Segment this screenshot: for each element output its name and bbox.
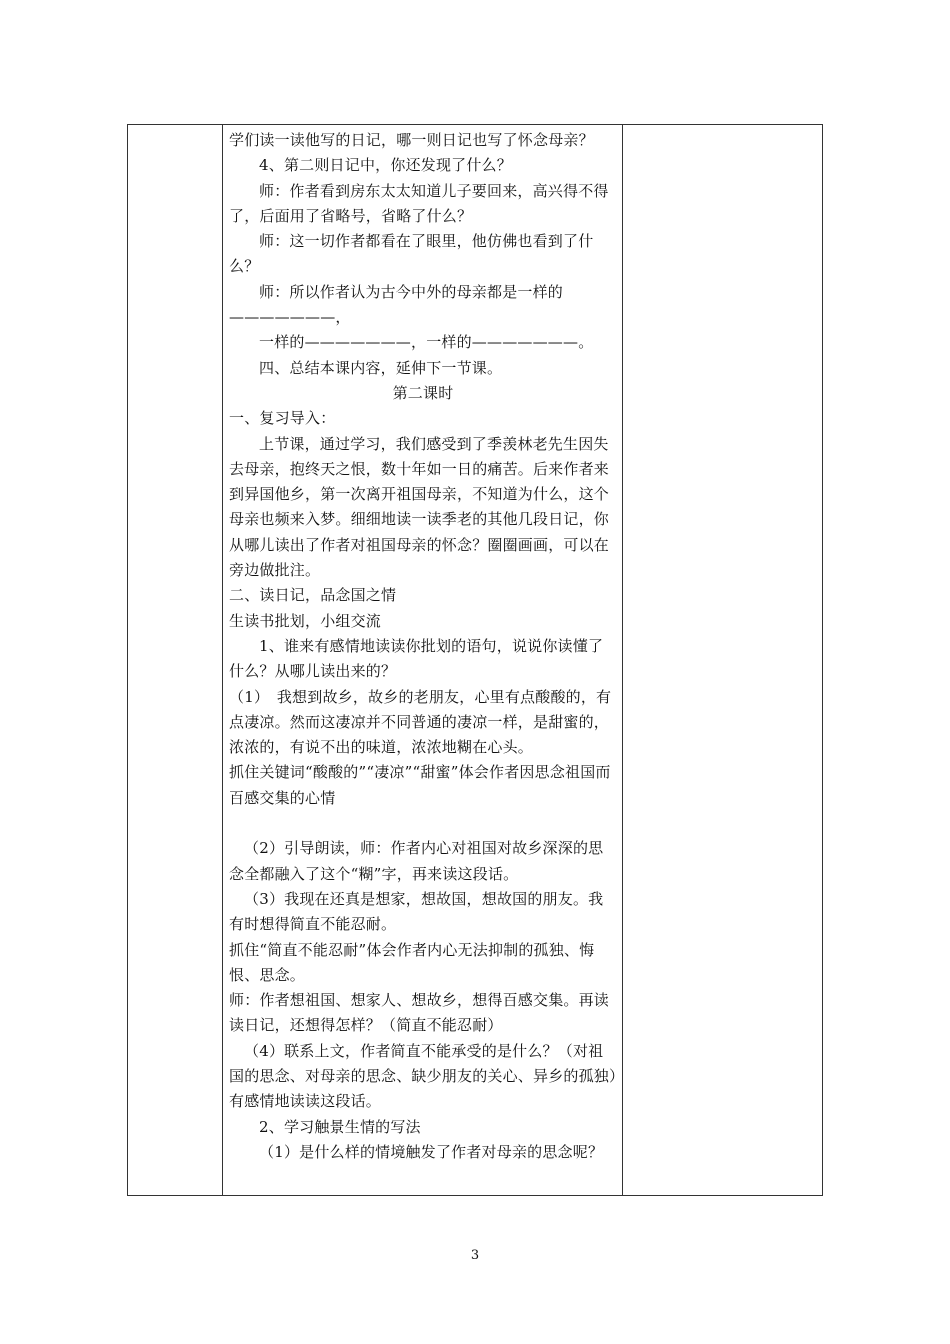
paragraph: （1） 我想到故乡，故乡的老朋友，心里有点酸酸的，有点凄凉。然而这凄凉并不同普通的凄凉一样，是甜蜜的，浓浓的，有说不出的味道，浓浓地糊在心头。: [229, 687, 612, 757]
column-divider-right: [622, 125, 623, 1195]
paragraph: 4、第二则日记中，你还发现了什么？: [259, 156, 512, 175]
lesson-content-cell: [229, 128, 617, 1165]
paragraph: （4）联系上文，作者简直不能承受的是什么？（对祖国的思念、对母亲的思念、缺少朋友的关心、异乡的孤独）有感情地读读这段话。: [229, 1041, 617, 1111]
paragraph: 师：作者看到房东太太知道儿子要回来，高兴得不得了，后面用了省略号，省略了什么？: [229, 181, 609, 225]
paragraph: 抓住关键词“酸酸的”“凄凉”“甜蜜”体会作者因思念祖国而百感交集的心情: [229, 763, 611, 807]
paragraph: （1）是什么样的情境触发了作者对母亲的思念呢？: [259, 1142, 604, 1161]
section-heading: 第二课时: [392, 383, 454, 402]
paragraph: 师：所以作者认为古今中外的母亲都是一样的———————，: [229, 282, 564, 327]
paragraph: 一样的———————，一样的———————。: [259, 333, 594, 352]
paragraph: 四、总结本课内容，延伸下一节课。: [259, 358, 503, 377]
paragraph: 二、读日记，品念国之情: [229, 586, 397, 605]
paragraph: 学们读一读他写的日记，哪一则日记也写了怀念母亲？: [229, 131, 594, 149]
paragraph: 上节课，通过学习，我们感受到了季羡林老先生因失去母亲，抱终天之恨，数十年如一日的痛苦。后来作者来到异国他乡，第一次离开祖国母亲，不知道为什么，这个母亲也频来入梦。细细地读一读季老的其他几段日记，你从哪儿读出了作者对祖国母亲的怀念？圈圈画画，可以在旁边做批注。: [229, 434, 610, 580]
paragraph: 抓住“简直不能忍耐”体会作者内心无法抑制的孤独、悔恨、思念。: [229, 940, 595, 984]
column-divider-left: [222, 125, 223, 1195]
blank-line: [229, 811, 617, 836]
paragraph: （3）我现在还真是想家，想故国，想故国的朋友。我有时想得简直不能忍耐。: [229, 889, 604, 934]
paragraph: 师：这一切作者都看在了眼里，他仿佛也看到了什么？: [229, 232, 594, 276]
page-number: 3: [470, 1248, 480, 1263]
paragraph: 生读书批划，小组交流: [229, 611, 382, 630]
paragraph: （2）引导朗读，师：作者内心对祖国对故乡深深的思念全都融入了这个“糊”字，再来读这段话。: [229, 839, 604, 883]
paragraph: 师：作者想祖国、想家人、想故乡，想得百感交集。再读读日记，还想得怎样？（简直不能忍耐）: [229, 991, 610, 1035]
paragraph: 1、谁来有感情地读读你批划的语句，说说你读懂了什么？从哪儿读出来的？: [229, 636, 604, 681]
paragraph: 2、学习触景生情的写法: [259, 1117, 421, 1136]
paragraph: 一、复习导入：: [229, 409, 336, 428]
